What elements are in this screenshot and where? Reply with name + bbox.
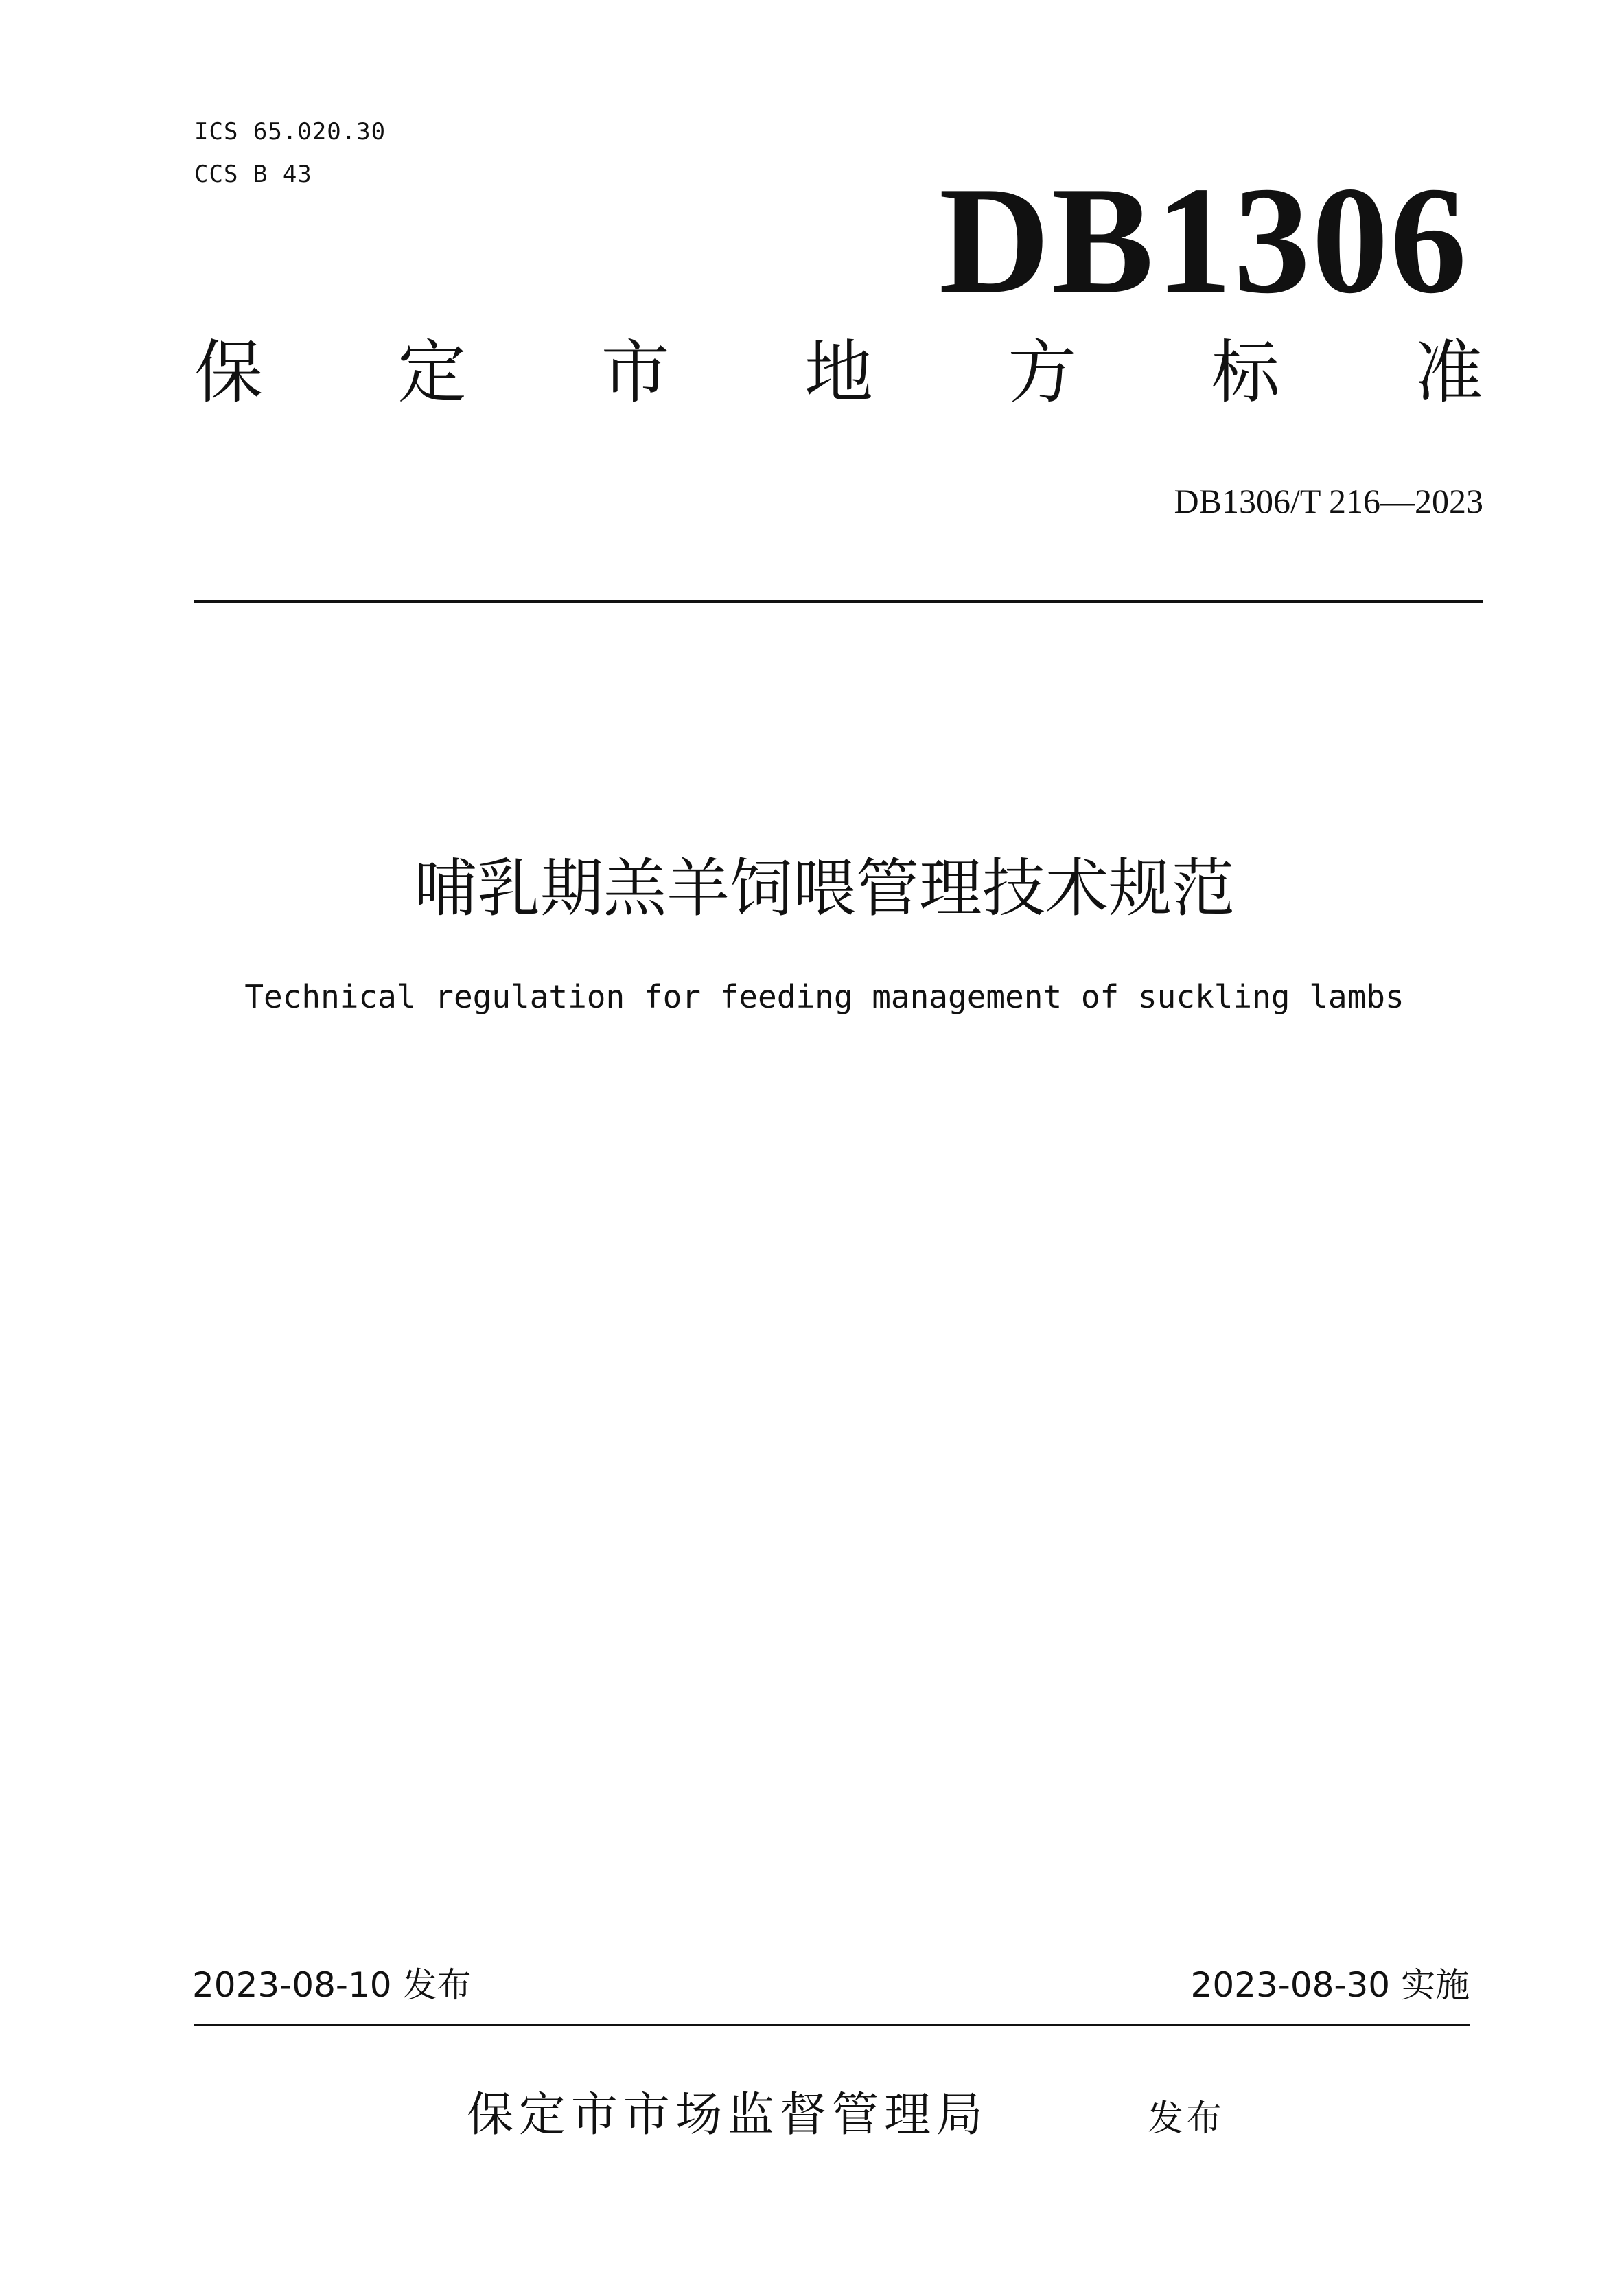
standard-type-char: 市 — [601, 332, 670, 413]
standard-number: DB1306/T 216—2023 — [1174, 482, 1483, 520]
standard-type-char: 方 — [1008, 332, 1077, 413]
standard-type-char: 定 — [397, 332, 467, 413]
ics-code: ICS 65.020.30 — [194, 118, 386, 146]
standard-type-char: 地 — [804, 332, 873, 413]
document-title-english-text: Technical regulation for feeding management of suckling lambs — [244, 978, 1404, 1015]
standard-type-heading — [194, 328, 1483, 417]
standard-type-char: 保 — [194, 332, 263, 413]
standard-type-char: 标 — [1211, 332, 1280, 413]
publisher-name: 保定市市场监督管理局 — [467, 2088, 989, 2142]
standard-type-char: 准 — [1414, 332, 1483, 413]
document-title-chinese — [0, 851, 1624, 927]
ccs-code: CCS B 43 — [194, 161, 312, 188]
footer-divider — [194, 2024, 1470, 2026]
publish-label: 发布 — [1148, 2098, 1225, 2140]
implementation-date: 2023-08-30 实施 — [1190, 1965, 1470, 2005]
db-code-heading: DB1306 — [938, 155, 1468, 325]
header-divider — [194, 600, 1483, 603]
document-title-english — [0, 977, 1624, 1016]
document-title-chinese-text: 哺乳期羔羊饲喂管理技术规范 — [413, 852, 1235, 925]
issue-date: 2023-08-10 发布 — [192, 1965, 472, 2005]
